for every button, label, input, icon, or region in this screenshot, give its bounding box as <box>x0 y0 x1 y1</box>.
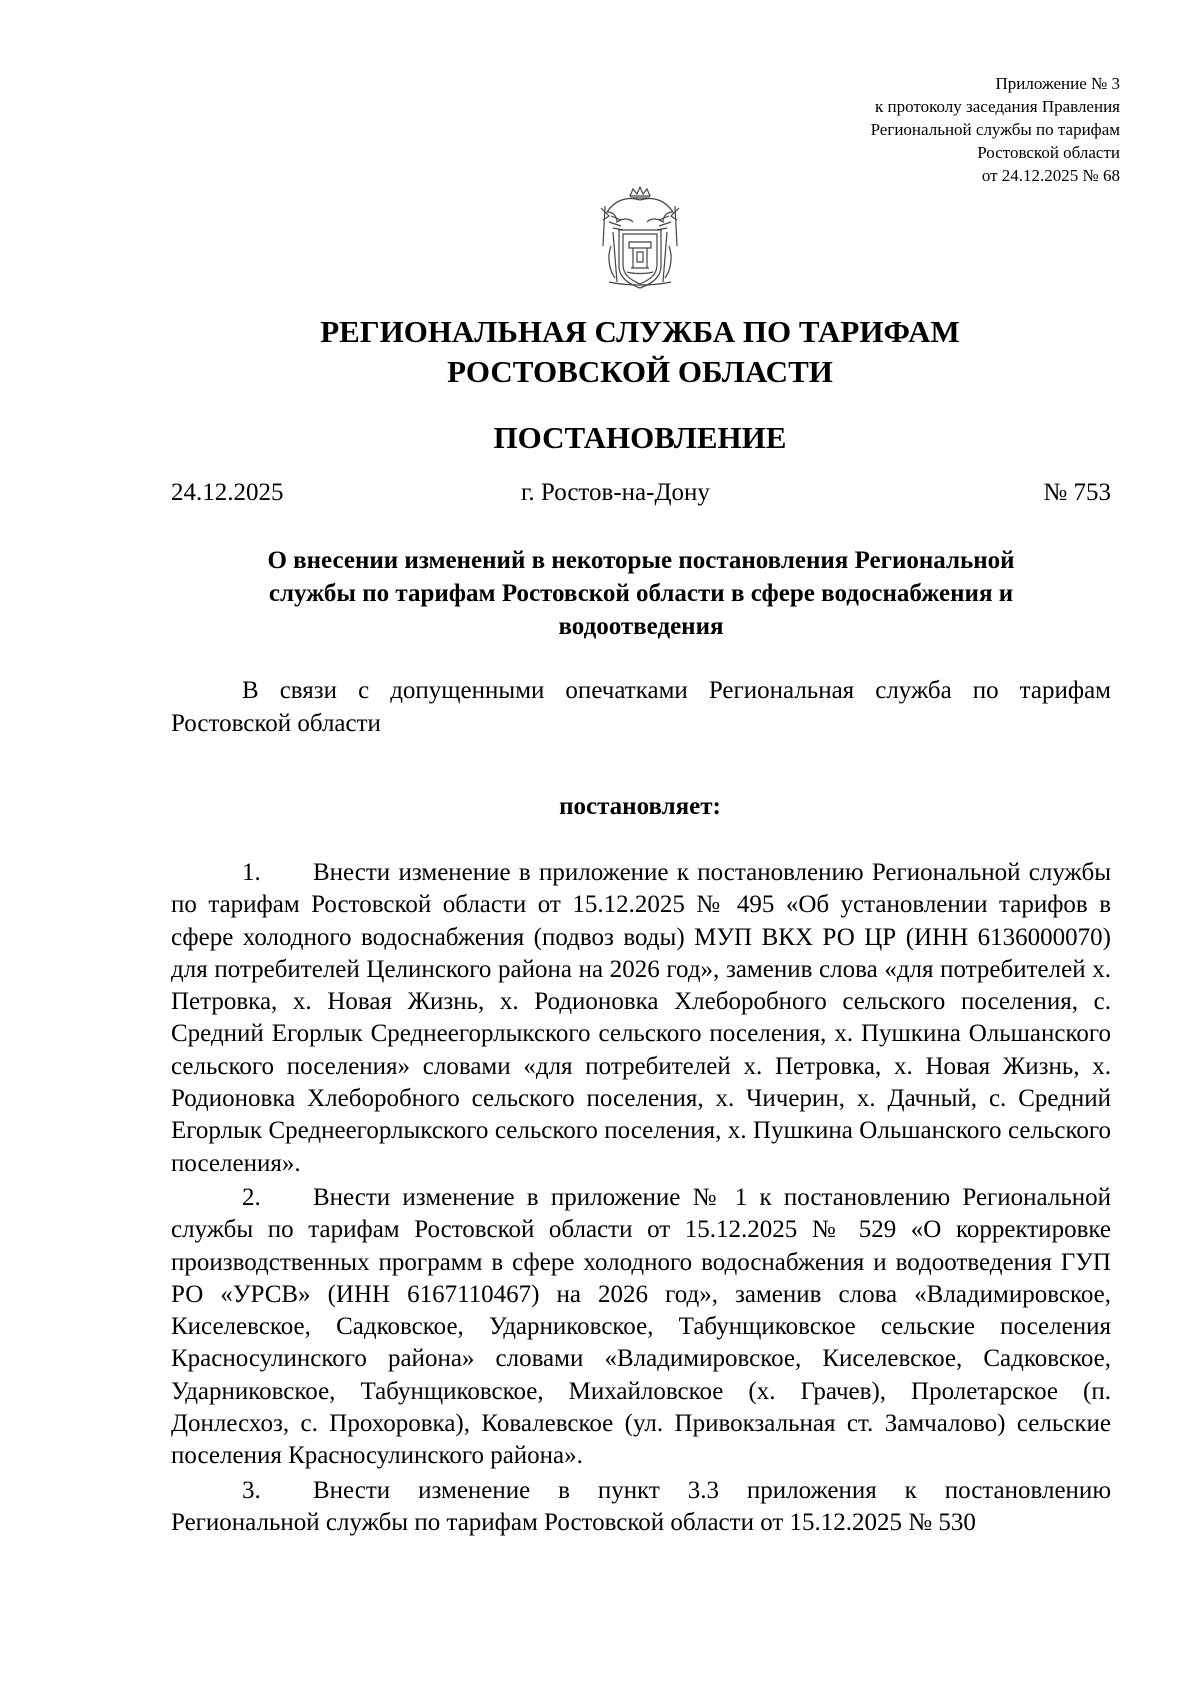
appendix-line-2: к протоколу заседания Правления <box>875 97 1120 116</box>
appendix-line-5: от 24.12.2025 № 68 <box>981 166 1120 185</box>
decree-item-3 <box>171 1475 1111 1540</box>
decree-item-text: Внести изменение в приложение № 1 к постановлению Региональной службы по тарифам Ростовской области от 15.12.2025 № 529 «О корректировке производственных программ в сфере холодного водоснабжения и водоотведения ГУП РО «УРСВ» (ИНН 6167110467) на 2026 год», заменив слова «Владимировское, Киселевское, Садковское, Ударниковское, Табунщиковское сельские поселения Красносулинского района» словами «Владимировское, Киселевское, Садковское, Ударниковское, Табунщиковское, Михайловское (х. Грачев), Пролетарское (п. Донлесхоз, с. Прохоровка), Ковалевское (ул. Привокзальная ст. Замчалово) сельские поселения Красносулинского района». <box>171 1183 1111 1470</box>
appendix-line-3: Региональной службы по тарифам <box>870 120 1120 139</box>
appendix-line-1: Приложение № 3 <box>995 74 1120 93</box>
organization-title-line-2: РОСТОВСКОЙ ОБЛАСТИ <box>447 354 833 389</box>
decree-item-text: Внести изменение в приложение к постановлению Региональной службы по тарифам Ростовской области от 15.12.2025 № 495 «Об установлении тарифов в сфере холодного водоснабжения (подвоз воды) МУП ВКХ РО ЦР (ИНН 6136000070) для потребителей Целинского района на 2026 год», заменив слова «для потребителей х. Петровка, х. Новая Жизнь, х. Родионовка Хлеборобного сельского поселения, с. Средний Егорлык Среднеегорлыкского сельского поселения, х. Пушкина Ольшанского сельского поселения» словами «для потребителей х. Петровка, х. Новая Жизнь, х. Родионовка Хлеборобного сельского поселения, х. Чичерин, х. Дачный, с. Средний Егорлык Среднеегорлыкского сельского поселения, х. Пушкина Ольшанского сельского поселения». <box>171 859 1111 1177</box>
document-subject <box>171 544 1111 643</box>
decree-item-number: 3. <box>242 1476 261 1504</box>
subject-line-1: О внесении изменений в некоторые постановления Региональной <box>267 547 1015 574</box>
subject-line-2: службы по тарифам Ростовской области в сфере водоснабжения и <box>268 580 1014 607</box>
decree-items-list <box>171 857 1111 1541</box>
appendix-note <box>871 72 1120 187</box>
document-city: г. Ростов-на-Дону <box>521 479 710 506</box>
document-type-heading: ПОСТАНОВЛЕНИЕ <box>493 420 787 455</box>
decree-item-1 <box>171 857 1111 1180</box>
decree-word: постановляет: <box>559 793 721 820</box>
organization-title <box>0 312 1200 392</box>
document-number: № 753 <box>1043 479 1111 506</box>
document-meta-row <box>171 476 1111 510</box>
decree-item-text: Внести изменение в пункт 3.3 приложения к постановлению Региональной службы по тарифам Ростовской области от 15.12.2025 № 530 <box>171 1476 1111 1536</box>
decree-item-number: 1. <box>242 859 261 886</box>
appendix-line-4: Ростовской области <box>977 143 1120 162</box>
intro-paragraph: В связи с допущенными опечатками Региональная служба по тарифам Ростовской области <box>171 677 1111 737</box>
organization-title-line-1: РЕГИОНАЛЬНАЯ СЛУЖБА ПО ТАРИФАМ <box>320 314 960 349</box>
coat-of-arms-icon <box>597 186 683 290</box>
decree-item-2 <box>171 1182 1111 1473</box>
decree-item-number: 2. <box>242 1183 261 1211</box>
document-date: 24.12.2025 <box>171 479 284 506</box>
subject-line-3: водоотведения <box>558 613 724 640</box>
